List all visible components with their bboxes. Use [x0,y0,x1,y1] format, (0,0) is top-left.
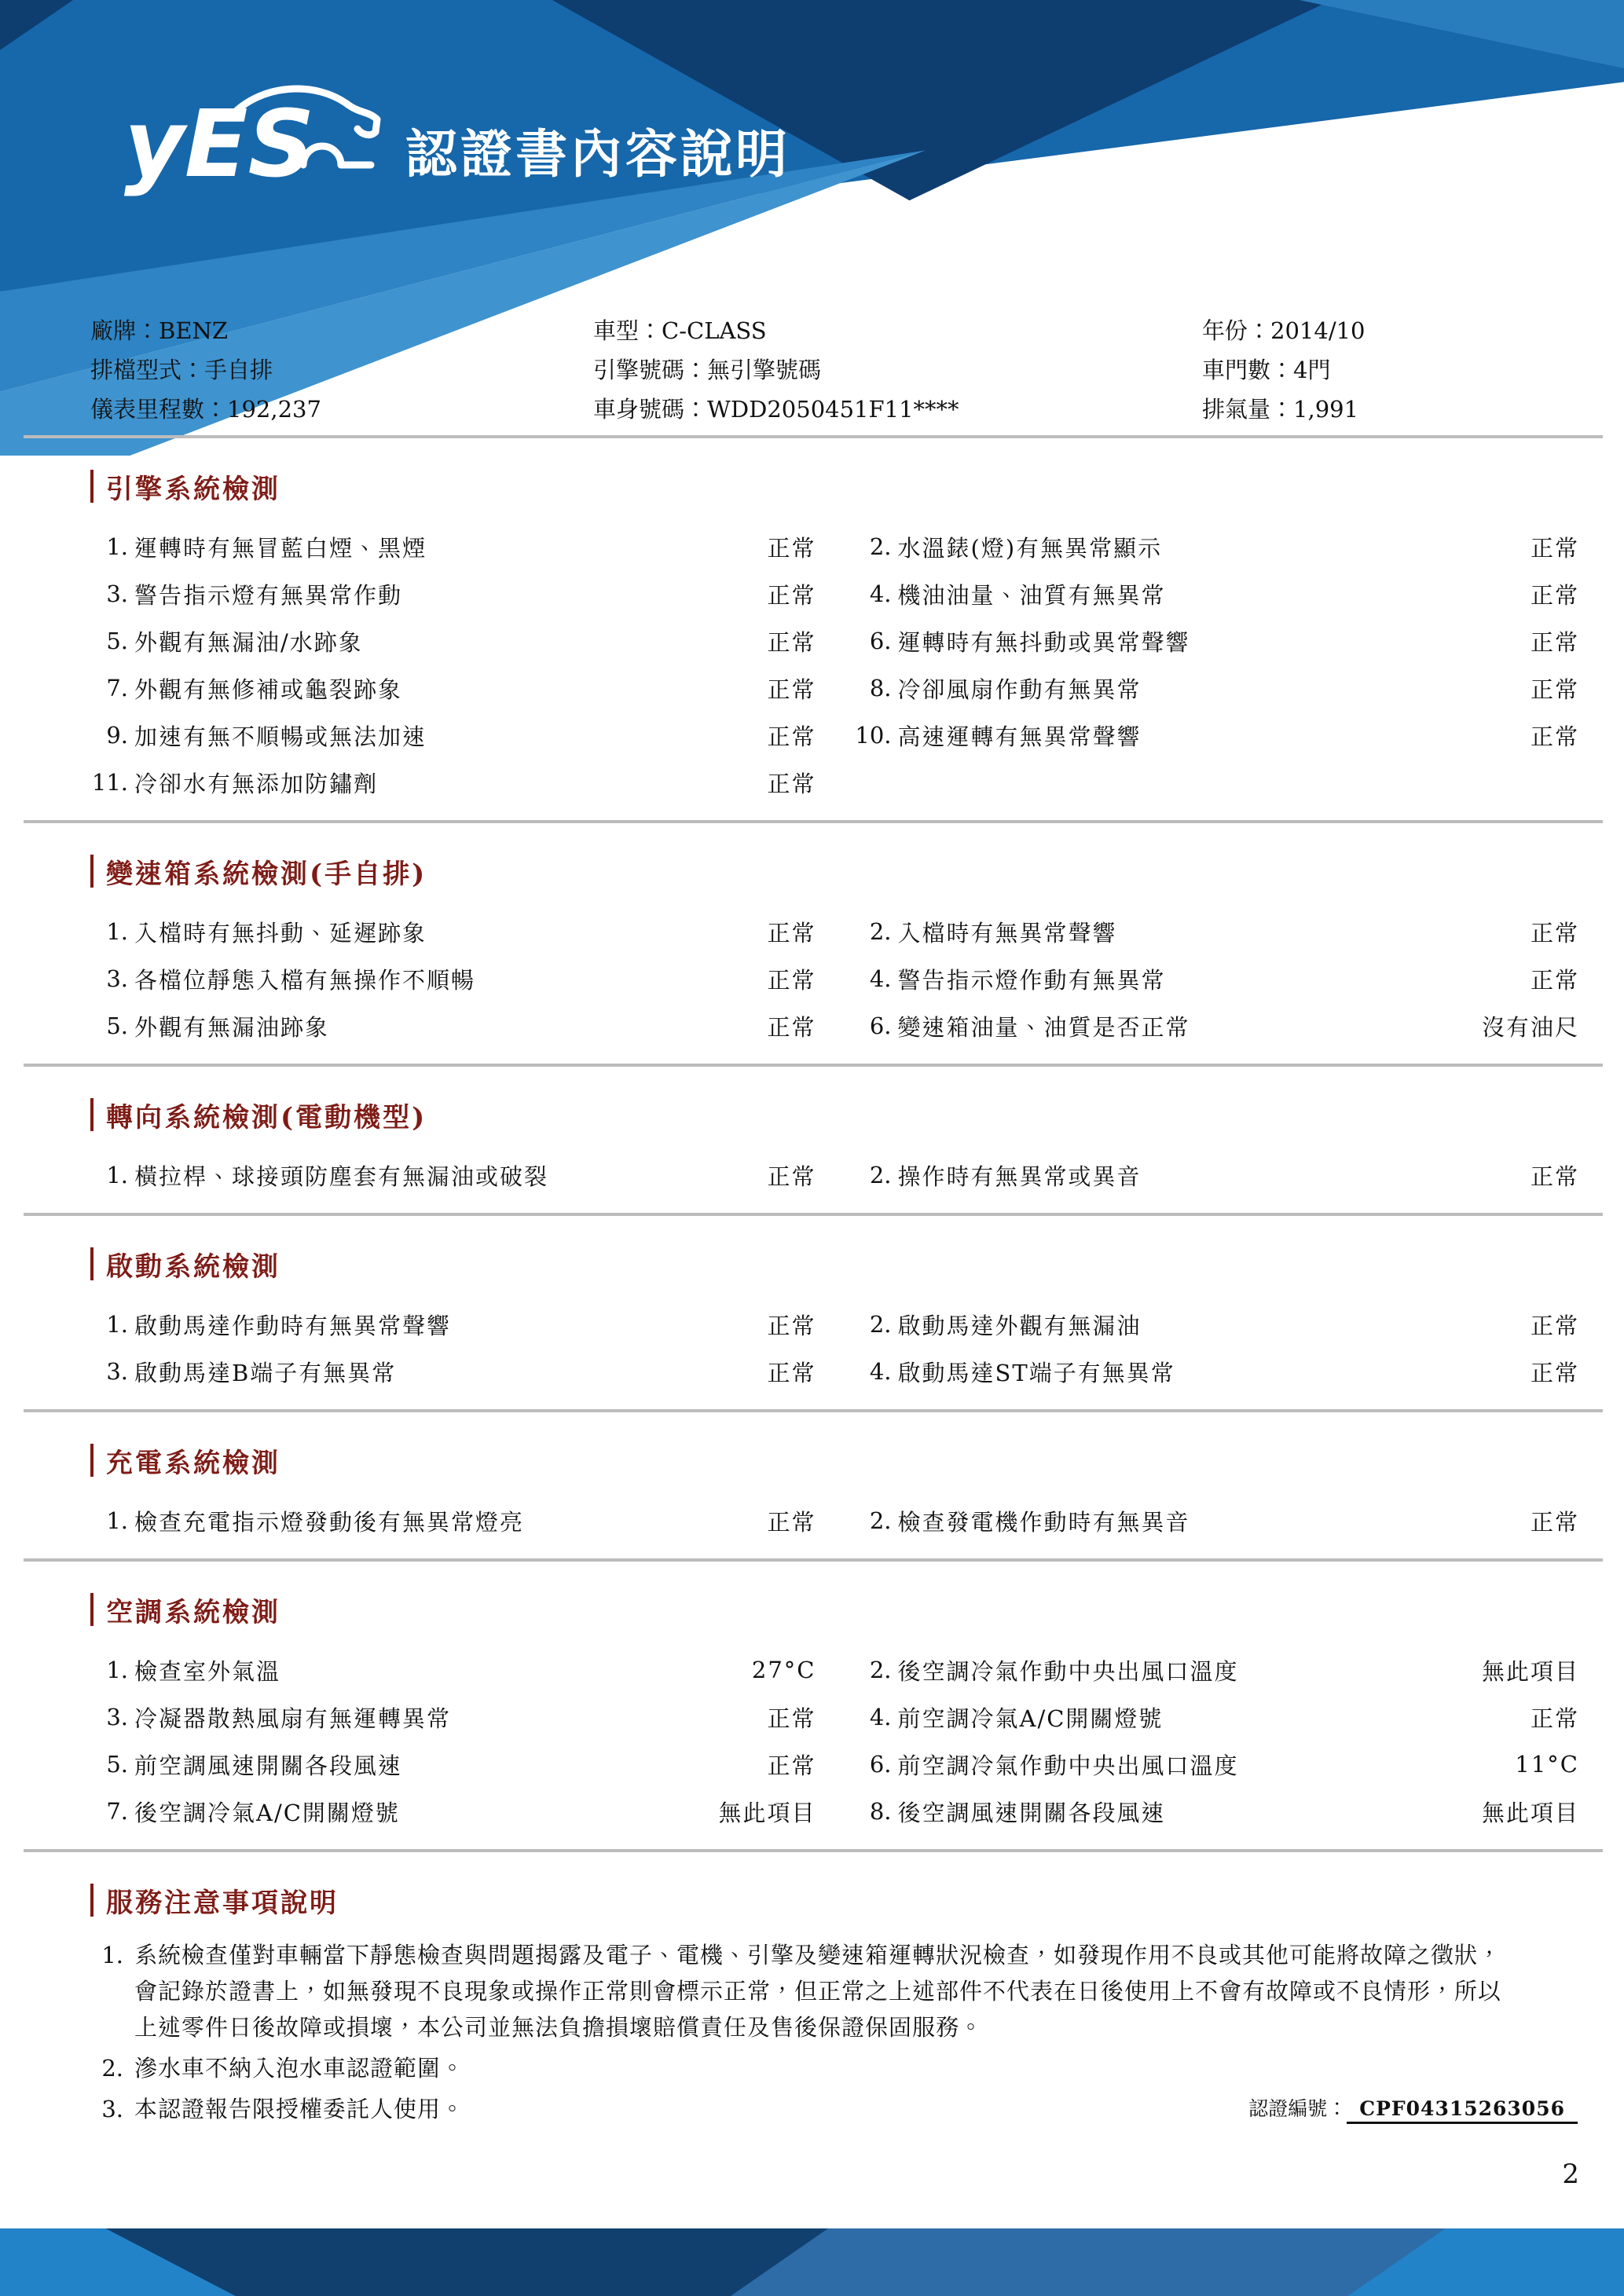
info-displacement-label: 排氣量 [1202,396,1271,423]
check-item [90,1646,816,1694]
note-item [90,1937,1579,2045]
service-notes [90,1937,1579,2127]
section-starting-heading [90,1246,1579,1282]
info-transmission-value: 手自排 [204,357,273,383]
item-status: 無此項目 [1481,1799,1579,1826]
section-engine-heading [90,468,1579,504]
check-item [854,712,1580,759]
item-number: 5. [106,1013,128,1039]
section-starting-items [90,1301,1579,1395]
item-number: 1. [106,1311,128,1338]
item-number: 1. [106,1657,128,1683]
item-text: 入檔時有無異常聲響 [897,919,1117,947]
item-number: 2. [869,1162,892,1188]
item-status: 正常 [1530,1705,1579,1732]
section-title: 啟動系統檢測 [106,1251,280,1283]
info-transmission-label: 排檔型式 [90,357,182,383]
item-status: 正常 [767,676,816,703]
item-status: 無此項目 [718,1799,816,1826]
info-doors-label: 車門數 [1202,357,1271,383]
colon: ： [1248,317,1271,344]
check-item [854,665,1580,712]
logo-text: yES [124,90,315,198]
item-status: 正常 [767,581,816,609]
item-status: 正常 [767,1163,816,1190]
item-number: 6. [869,1013,892,1039]
section-transmission-heading [90,853,1579,889]
item-status: 正常 [767,1359,816,1386]
item-number: 8. [869,675,892,701]
section-notes-heading [90,1882,1579,1918]
item-text: 前空調風速開關各段風速 [134,1752,403,1779]
info-engine-no-label: 引擎號碼 [593,357,685,383]
section-transmission-items [90,908,1579,1049]
item-status: 11°C [1515,1751,1579,1778]
colon: ： [1270,357,1294,383]
item-status: 正常 [1530,966,1579,994]
info-mileage-label: 儀表里程數 [90,396,205,423]
item-status: 正常 [1530,1508,1579,1536]
check-item [90,712,816,759]
item-status: 正常 [767,1013,816,1041]
colon: ： [684,396,708,423]
check-item [90,1788,816,1835]
heading-accent-bar [90,470,93,503]
item-text: 啟動馬達外觀有無漏油 [897,1312,1142,1339]
item-text: 前空調冷氣作動中央出風口溫度 [897,1752,1239,1779]
info-displacement [1202,390,1579,429]
check-item [854,955,1580,1002]
info-year-value: 2014/10 [1270,317,1366,344]
item-text: 外觀有無漏油/水跡象 [134,628,363,656]
section-title: 空調系統檢測 [106,1596,280,1628]
check-item [90,759,816,806]
item-number: 2. [869,1657,892,1683]
heading-accent-bar [90,1444,93,1477]
item-status: 正常 [767,1705,816,1732]
page-footer [0,2228,1624,2296]
info-engine-no-value: 無引擎號碼 [707,357,822,383]
info-year [1202,311,1579,350]
note-number: 2. [101,2055,123,2082]
item-text: 各檔位靜態入檔有無操作不順暢 [134,966,476,994]
info-vin-label: 車身號碼 [593,396,685,423]
colon: ： [639,317,662,344]
check-item [854,1348,1580,1395]
item-status: 正常 [767,723,816,750]
item-status: 正常 [1530,1312,1579,1339]
info-model [593,311,1202,350]
check-item [854,1788,1580,1835]
item-text: 啟動馬達ST端子有無異常 [897,1359,1175,1386]
item-text: 變速箱油量、油質是否正常 [897,1013,1190,1041]
colon: ： [204,396,228,423]
info-transmission [90,350,593,390]
section-engine-items [90,523,1579,806]
item-number: 11. [91,769,128,796]
check-item [90,665,816,712]
item-number: 3. [106,580,128,607]
check-item [854,570,1580,617]
item-text: 水溫錶(燈)有無異常顯示 [897,534,1163,562]
check-item [90,1694,816,1741]
item-status: 正常 [767,966,816,994]
item-text: 運轉時有無冒藍白煙、黑煙 [134,534,427,562]
item-status: 正常 [767,770,816,797]
check-item [854,1002,1580,1049]
item-status: 正常 [1530,534,1579,562]
item-text: 冷凝器散熱風扇有無運轉異常 [134,1705,452,1732]
info-brand-value: BENZ [159,317,229,344]
check-item [90,955,816,1002]
certificate-number-line [1248,2091,1579,2127]
certificate-number-value: CPF04315263056 [1347,2097,1578,2124]
section-ac-items [90,1646,1579,1835]
colon: ： [181,357,205,383]
check-item [854,1152,1580,1199]
info-vin-value: WDD2050451F11**** [707,396,959,423]
heading-accent-bar [90,855,93,888]
heading-accent-bar [90,1884,93,1917]
section-divider [24,1213,1603,1216]
note-item [90,2050,1579,2086]
check-item [854,1497,1580,1544]
check-item [854,1694,1580,1741]
info-model-value: C-CLASS [662,317,767,344]
info-brand [90,311,593,350]
item-number: 7. [106,675,128,701]
check-item [90,523,816,570]
certificate-number-label: 認證編號： [1248,2097,1347,2120]
info-brand-label: 廠牌 [90,317,137,344]
heading-accent-bar [90,1098,93,1131]
check-item [854,1646,1580,1694]
section-title: 變速箱系統檢測(手自排) [106,858,427,890]
item-number: 2. [869,533,892,560]
info-doors [1202,350,1579,390]
item-number: 3. [106,1704,128,1730]
item-text: 啟動馬達B端子有無異常 [134,1359,397,1386]
item-number: 6. [869,1751,892,1778]
item-number: 2. [869,1311,892,1338]
item-status: 正常 [767,1752,816,1779]
item-text: 前空調冷氣A/C開關燈號 [897,1705,1164,1732]
item-text: 高速運轉有無異常聲響 [897,723,1142,750]
heading-accent-bar [90,1247,93,1280]
note-text: 滲水車不納入泡水車認證範圍。 [134,2055,465,2082]
page-title: 認證書內容說明 [405,123,790,185]
item-text: 冷卻水有無添加防鏽劑 [134,770,379,797]
check-item [854,617,1580,665]
item-status: 正常 [1530,723,1579,750]
item-number: 4. [869,965,892,992]
item-status: 正常 [1530,628,1579,656]
section-ac-heading [90,1591,1579,1628]
item-number: 3. [106,1358,128,1385]
item-number: 1. [106,1507,128,1534]
item-status: 正常 [767,534,816,562]
check-item [854,1301,1580,1348]
item-text: 檢查室外氣溫 [134,1657,281,1685]
item-status: 無此項目 [1481,1657,1579,1685]
colon: ： [136,317,159,344]
item-text: 檢查充電指示燈發動後有無異常燈亮 [134,1508,525,1536]
item-number: 2. [869,918,892,945]
note-number: 1. [101,1942,123,1968]
item-text: 警告指示燈有無異常作動 [134,581,403,609]
item-status: 正常 [1530,676,1579,703]
item-text: 啟動馬達作動時有無異常聲響 [134,1312,452,1339]
item-status: 正常 [767,628,816,656]
info-displacement-value: 1,991 [1293,396,1359,423]
check-item [90,1348,816,1395]
item-number: 8. [869,1798,892,1825]
section-charging-heading [90,1442,1579,1478]
section-divider [24,820,1603,823]
section-divider [24,1849,1603,1852]
vehicle-info [90,311,1579,429]
section-title: 充電系統檢測 [106,1447,280,1479]
check-item [90,617,816,665]
item-status: 正常 [767,1508,816,1536]
info-year-label: 年份 [1202,317,1248,344]
item-number: 4. [869,1704,892,1730]
colon: ： [684,357,708,383]
item-status: 沒有油尺 [1481,1013,1579,1041]
heading-accent-bar [90,1593,93,1626]
item-text: 外觀有無漏油跡象 [134,1013,330,1041]
item-number: 1. [106,533,128,560]
item-status: 正常 [767,1312,816,1339]
item-number: 3. [106,965,128,992]
item-number: 6. [869,628,892,654]
section-steering-heading [90,1097,1579,1133]
check-item [90,570,816,617]
item-number: 5. [106,628,128,654]
section-title: 轉向系統檢測(電動機型) [106,1101,427,1133]
item-text: 後空調風速開關各段風速 [897,1799,1166,1826]
item-status: 正常 [1530,919,1579,947]
item-number: 9. [106,722,128,749]
info-model-label: 車型 [593,317,640,344]
check-item [90,1152,816,1199]
item-text: 後空調冷氣A/C開關燈號 [134,1799,400,1826]
item-number: 7. [106,1798,128,1825]
section-divider [24,1064,1603,1067]
item-number: 4. [869,580,892,607]
info-engine-no [593,350,1202,390]
check-item [90,1497,816,1544]
check-item [90,1741,816,1788]
item-number: 5. [106,1751,128,1778]
section-charging-items [90,1497,1579,1544]
item-text: 機油油量、油質有無異常 [897,581,1166,609]
item-number: 1. [106,918,128,945]
check-item [90,908,816,955]
item-text: 冷卻風扇作動有無異常 [897,676,1142,703]
info-vin [593,390,1202,429]
item-text: 外觀有無修補或龜裂跡象 [134,676,403,703]
item-text: 警告指示燈作動有無異常 [897,966,1166,994]
item-number: 10. [855,722,892,749]
item-text: 後空調冷氣作動中央出風口溫度 [897,1657,1239,1685]
item-text: 運轉時有無抖動或異常聲響 [897,628,1190,656]
note-number: 3. [101,2096,123,2122]
colon: ： [1270,396,1294,423]
check-item [854,908,1580,955]
item-status: 正常 [1530,1359,1579,1386]
item-text: 加速有無不順暢或無法加速 [134,723,427,750]
item-text: 入檔時有無抖動、延遲跡象 [134,919,427,947]
item-number: 1. [106,1162,128,1188]
check-item [90,1301,816,1348]
item-status: 正常 [767,919,816,947]
note-text: 本認證報告限授權委託人使用。 [134,2096,465,2122]
note-item [90,2091,1579,2127]
check-item [90,1002,816,1049]
section-steering-items [90,1152,1579,1199]
section-divider [24,1409,1603,1412]
item-text: 橫拉桿、球接頭防塵套有無漏油或破裂 [134,1163,549,1190]
item-text: 操作時有無異常或異音 [897,1163,1142,1190]
item-status: 正常 [1530,581,1579,609]
info-mileage-value: 192,237 [227,396,321,423]
info-doors-value: 4門 [1293,357,1331,383]
item-number: 2. [869,1507,892,1534]
note-text: 系統檢查僅對車輛當下靜態檢查與問題揭露及電子、電機、引擎及變速箱運轉狀況檢查，如發現作用不良或其他可能將故障之徵狀，會記錄於證書上，如無發現不良現象或操作正常則會標示正常，但正常之上述部件不代表在日後使用上不會有故障或不良情形，所以上述零件日後故障或損壞，本公司並無法負擔損壞賠償責任及售後保證保固服務。 [134,1942,1502,2041]
item-status: 正常 [1530,1163,1579,1190]
check-item [854,523,1580,570]
section-title: 服務注意事項說明 [106,1887,339,1919]
section-divider [24,1558,1603,1562]
item-number: 4. [869,1358,892,1385]
section-divider [24,435,1603,438]
check-item [854,1741,1580,1788]
section-title: 引擎系統檢測 [106,473,280,505]
item-status: 27°C [751,1657,816,1683]
info-mileage [90,390,593,429]
item-text: 檢查發電機作動時有無異音 [897,1508,1190,1536]
page-number: 2 [1562,2159,1579,2190]
